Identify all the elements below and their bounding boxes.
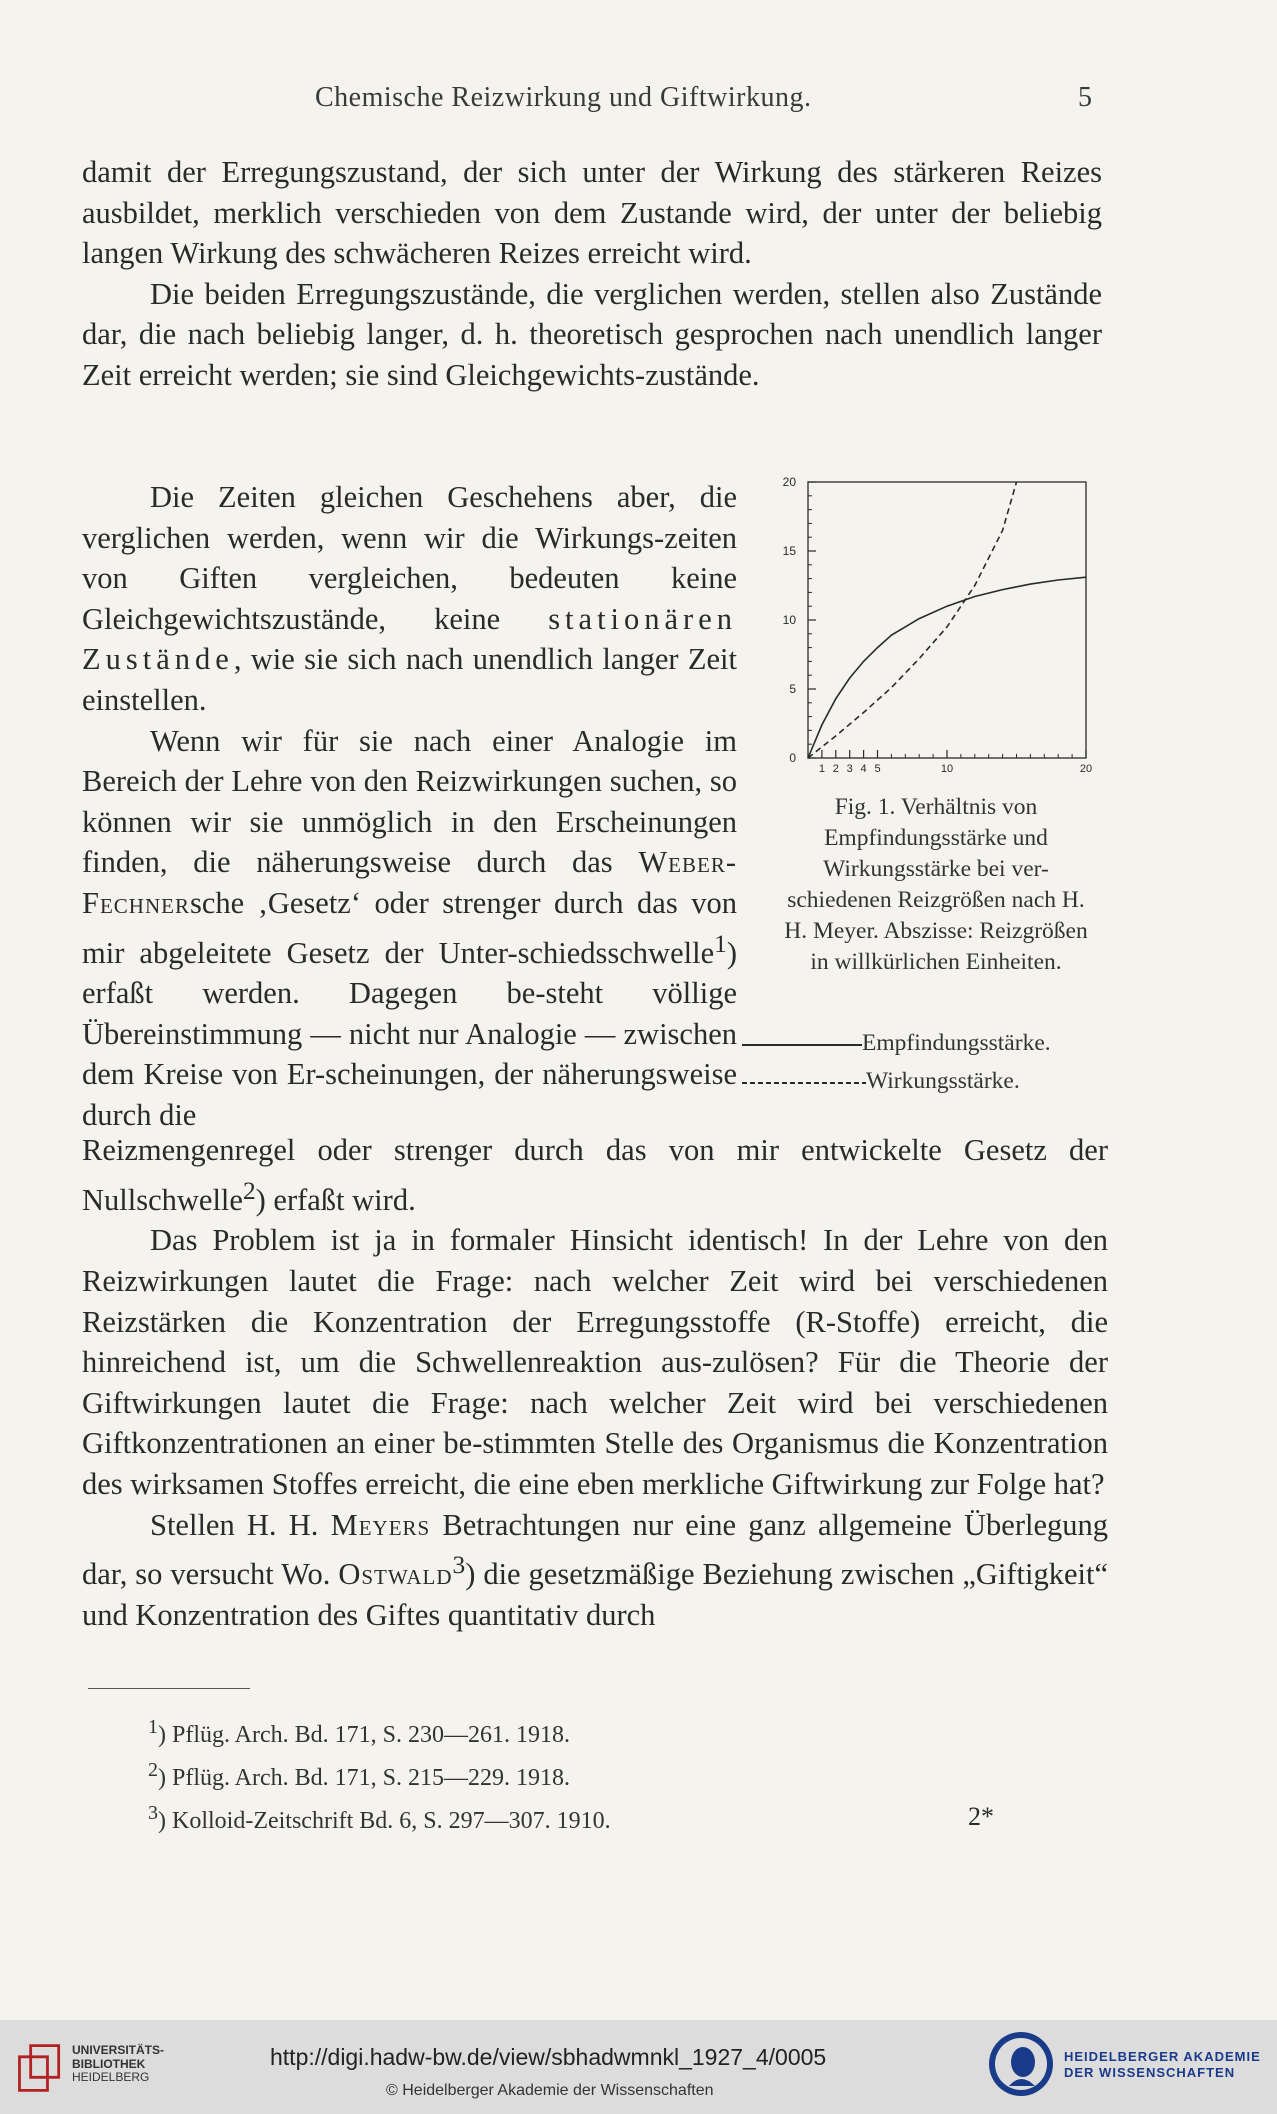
- figure-1-chart: [762, 472, 1112, 792]
- text-block-wrapped: [82, 477, 737, 1136]
- y-tick-label: 0: [789, 751, 796, 765]
- paragraph-6-text-a: Stellen H. H.: [150, 1507, 331, 1542]
- footnote-ref-2: 2: [242, 1176, 256, 1205]
- paragraph-4: [82, 721, 737, 1136]
- footnote-3-text: ) Kolloid-Zeitschrift Bd. 6, S. 297—307. 1910.: [158, 1808, 611, 1834]
- footer-bar: [0, 2020, 1277, 2114]
- academy-name: [1064, 2049, 1261, 2081]
- y-tick-label: 15: [782, 544, 796, 558]
- x-tick-label: 5: [874, 763, 881, 775]
- footnote-2: [148, 1753, 611, 1796]
- signature-mark: 2*: [968, 1802, 994, 1831]
- series-line-wirkungsstaerke: [808, 482, 1017, 758]
- legend-dashed-line: [742, 1076, 866, 1090]
- footnotes: [148, 1710, 611, 1839]
- permalink-url[interactable]: http://digi.hadw-bw.de/view/sbhadwmnkl_1927_4/0005: [270, 2044, 827, 2070]
- x-tick-label: 4: [860, 763, 867, 775]
- library-line-2: BIBLIOTHEK: [72, 2056, 146, 2071]
- paragraph-6-author-1: Meyers: [330, 1507, 431, 1542]
- paragraph-6: [82, 1505, 1108, 1636]
- paragraph-3-text-a: Die Zeiten gleichen Geschehens aber, die verglichen werden, wenn wir die Wirkungs-zeiten von Giften vergleichen, bedeuten keine Gleichgewichtszustände, keine: [82, 480, 737, 636]
- paragraph-2: Die beiden Erregungszustände, die verglichen werden, stellen also Zustände dar, die nach beliebig langer, d. h. theoretisch gesprochen nach unendlich langer Zeit erreicht werden; sie sind Gleichgewichts-zustände.: [82, 276, 1102, 392]
- library-line-1: UNIVERSITÄTS-: [72, 2043, 165, 2057]
- footnote-1: [148, 1710, 611, 1753]
- academy-seal-icon: [985, 2028, 1057, 2100]
- legend-dashed: [742, 1068, 1020, 1095]
- paragraph-3: [82, 477, 737, 721]
- text-block-top: [82, 152, 1102, 396]
- paragraph-4-text-b: sche ‚Gesetz‘ oder strenger durch das von mir abgeleitete Gesetz der Unter-schiedsschwelle: [82, 885, 737, 970]
- running-head-title: Chemische Reizwirkung und Giftwirkung.: [315, 82, 812, 113]
- academy-line-1: HEIDELBERGER AKADEMIE: [1064, 2049, 1261, 2064]
- y-tick-label: 10: [782, 613, 796, 627]
- copyright-notice: © Heidelberger Akademie der Wissenschaften: [386, 2082, 714, 2099]
- y-tick-label: 20: [782, 475, 796, 489]
- footnote-1-text: ) Pflüg. Arch. Bd. 171, S. 230—261. 1918.: [158, 1722, 571, 1748]
- text-block-bottom: [82, 1130, 1108, 1635]
- legend-solid-label: Empfindungsstärke.: [862, 1030, 1051, 1056]
- academy-line-2: DER WISSENSCHAFTEN: [1064, 2065, 1236, 2080]
- footnote-2-mark: 2: [148, 1759, 158, 1781]
- footnote-3-mark: 3: [148, 1802, 158, 1824]
- paragraph-6-author-2: Ostwald: [338, 1557, 453, 1592]
- paragraph-4-author: Weber-Fechner: [82, 845, 737, 920]
- paragraph-3-emphasis: stationären Zustände: [82, 601, 737, 677]
- series-line-empfindungsstaerke: [808, 577, 1086, 758]
- running-head: [0, 82, 1277, 122]
- legend-dashed-label: Wirkungsstärke.: [866, 1068, 1020, 1094]
- page-number: 5: [1078, 82, 1092, 113]
- library-line-3: HEIDELBERG: [72, 2070, 150, 2084]
- footnote-2-text: ) Pflüg. Arch. Bd. 171, S. 215—229. 1918.: [158, 1765, 571, 1791]
- legend-solid-line: [742, 1038, 862, 1052]
- x-tick-label: 20: [1079, 763, 1093, 775]
- paragraph-6-text-c: ) die gesetzmäßige Beziehung zwischen „Giftigkeit“ und Konzentration des Giftes quantitativ durch: [82, 1557, 1108, 1632]
- chart-frame-box: [808, 482, 1086, 758]
- x-tick-label: 2: [832, 763, 839, 775]
- footnote-1-mark: 1: [148, 1716, 158, 1738]
- y-tick-label: 5: [789, 682, 796, 696]
- paragraph-5: Das Problem ist ja in formaler Hinsicht identisch! In der Lehre von den Reizwirkungen lautet die Frage: nach welcher Zeit wird bei verschiedenen Reizstärken die Konzentration der Erregungsstoffe (R-Stoffe) erreicht, die hinreichend ist, um die Schwellenreaktion aus-zulösen? Für die Theorie der Giftwirkungen lautet die Frage: nach welcher Zeit wird bei verschiedenen Giftkonzentrationen an einer be-stimmten Stelle des Organismus die Konzentration des wirksamen Stoffes erreicht, die eine eben merkliche Giftwirkung zur Folge hat?: [82, 1223, 1108, 1501]
- paragraph-4-text-a: Wenn wir für sie nach einer Analogie im Bereich der Lehre von den Reizwirkungen suchen, so können wir sie unmöglich in den Erscheinungen finden, die näherungsweise durch das: [82, 723, 737, 880]
- footnote-rule: [88, 1688, 250, 1689]
- footnote-ref-1: 1: [714, 929, 727, 958]
- paragraph-4-text-c: ) erfaßt werden. Dagegen be-steht völlige Übereinstimmung — nicht nur Analogie — zwischen dem Kreise von Er-scheinungen, der näherungsweise durch die: [82, 935, 737, 1133]
- footnote-3: [148, 1796, 611, 1839]
- legend-solid: [742, 1030, 1051, 1057]
- paragraph-3-text-b: , wie sie sich nach unendlich langer Zeit einstellen.: [82, 642, 737, 717]
- university-library-name: [72, 2044, 164, 2085]
- paragraph-4-text-e: ) erfaßt wird.: [255, 1182, 416, 1217]
- x-tick-label: 3: [846, 763, 853, 775]
- x-tick-label: 1: [818, 763, 825, 775]
- paragraph-4-text-d: Reizmengenregel oder strenger durch das von mir entwickelte Gesetz der Nullschwelle: [82, 1133, 1108, 1217]
- paragraph-4-continued: [82, 1130, 1108, 1220]
- paragraph-6-text-b: Betrachtungen nur eine ganz allgemeine Überlegung dar, so versucht Wo.: [82, 1507, 1108, 1592]
- figure-caption: Fig. 1. Verhältnis von Empfindungsstärke und Wirkungsstärke bei ver-schiedenen Reizgrößen nach H. H. Meyer. Abszisse: Reizgrößen in willkürlichen Einheiten.: [784, 794, 1088, 975]
- x-tick-label: 10: [940, 763, 954, 775]
- university-library-logo-icon: [12, 2038, 68, 2098]
- footnote-ref-3: 3: [452, 1551, 466, 1580]
- paragraph-1: damit der Erregungszustand, der sich unter der Wirkung des stärkeren Reizes ausbildet, merklich verschieden von dem Zustande wird, der unter der beliebig langen Wirkung des schwächeren Reizes erreicht wird.: [82, 155, 1102, 271]
